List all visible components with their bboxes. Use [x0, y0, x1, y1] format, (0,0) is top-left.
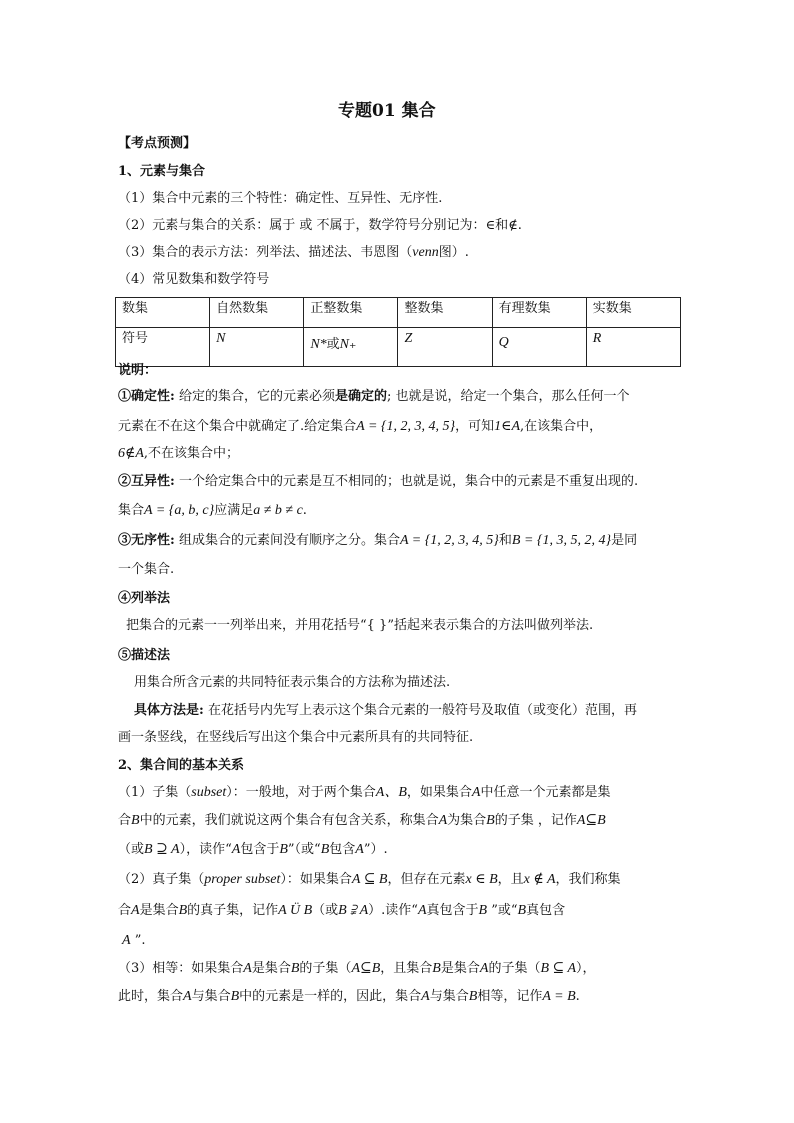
roster-method-body: 把集合的元素一一列举出来，并用花括号“{ }”括起来表示集合的方法叫做列举法. — [126, 618, 594, 633]
table-header-cell: 实数集 — [586, 298, 680, 328]
explain-label: 说明： — [118, 363, 158, 378]
heading-elements-and-sets: 1、元素与集合 — [118, 164, 206, 179]
para-proper-subset-line3: A ”. — [122, 933, 146, 948]
item-definiteness-line2: 元素在不在这个集合中就确定了.给定集合A = {1, 2, 3, 4, 5}，可知1∈A,在该集合中， — [118, 419, 603, 434]
description-method-body: 用集合所含元素的共同特征表示集合的方法称为描述法. — [134, 675, 451, 690]
item-roster-method: ④列举法 — [118, 591, 171, 606]
section-tag: 【考点预测】 — [118, 136, 197, 151]
para-equality: （3）相等：如果集合A是集合B的子集（A⊆B，且集合B是集合A的子集（B ⊆ A）， — [118, 961, 596, 976]
para-membership: （2）元素与集合的关系：属于 或 不属于，数学符号分别记为：∈和∉. — [118, 218, 522, 233]
para-equality-line2: 此时，集合A与集合B中的元素是一样的，因此，集合A与集合B相等，记作A = B. — [118, 989, 580, 1004]
number-sets-table — [115, 297, 681, 367]
symbol-integers: Z — [398, 328, 492, 367]
para-proper-subset: （2）真子集（proper subset）：如果集合A ⊆ B，但存在元素x ∈ B，且x ∉ A，我们称集 — [118, 872, 621, 887]
table-header-row — [116, 298, 681, 328]
description-method-how-line2: 画一条竖线，在竖线后写出这个集合中元素所具有的共同特征. — [118, 730, 474, 745]
symbol-positive-integers: N*或N₊ — [304, 328, 398, 367]
para-subset: （1）子集（subset）：一般地，对于两个集合A、B，如果集合A中任意一个元素都是集 — [118, 785, 611, 800]
item-distinctness-line2: 集合A = {a, b, c}应满足a ≠ b ≠ c. — [118, 503, 307, 518]
item-description-method: ⑤描述法 — [118, 648, 171, 663]
table-row-label: 符号 — [116, 328, 210, 367]
para-subset-line2: 合B中的元素，我们就说这两个集合有包含关系，称集合A为集合B的子集 ，记作A⊆B — [118, 813, 606, 828]
symbol-reals: R — [586, 328, 680, 367]
para-subset-line3: （或B ⊇ A），读作“A包含于B”（或“B包含A”）. — [118, 842, 388, 857]
para-proper-subset-line2: 合A是集合B的真子集，记作A Ü B（或B ⫌ A）.读作“A真包含于B ”或“B真包含 — [118, 903, 566, 918]
table-row — [116, 328, 681, 367]
item-unordered-line2: 一个集合. — [118, 562, 175, 577]
item-definiteness-line3: 6∉A,不在该集合中； — [118, 446, 240, 461]
symbol-rationals: Q — [492, 328, 586, 367]
table-header-cell: 整数集 — [398, 298, 492, 328]
para-representation: （3）集合的表示方法：列举法、描述法、韦恩图（venn图）. — [118, 245, 469, 260]
description-method-how: 具体方法是: 在花括号内先写上表示这个集合元素的一般符号及取值（或变化）范围，再 — [134, 703, 637, 718]
table-header-cell: 数集 — [116, 298, 210, 328]
para-common-sets: （4）常见数集和数学符号 — [118, 272, 270, 287]
table-header-cell: 正整数集 — [304, 298, 398, 328]
table-header-cell: 自然数集 — [210, 298, 304, 328]
page-title: 专题01 集合 — [338, 101, 436, 121]
item-distinctness: ②互异性: 一个给定集合中的元素是互不相同的；也就是说，集合中的元素是不重复出现的. — [118, 474, 639, 489]
symbol-natural: N — [210, 328, 304, 367]
table-header-cell: 有理数集 — [492, 298, 586, 328]
item-unordered: ③无序性: 组成集合的元素间没有顺序之分。集合A = {1, 2, 3, 4, 5}和B = {1, 3, 5, 2, 4}是同 — [118, 533, 638, 548]
item-definiteness: ①确定性: 给定的集合，它的元素必须是确定的; 也就是说，给定一个集合，那么任何一个 — [118, 389, 630, 404]
heading-set-relations: 2、集合间的基本关系 — [118, 758, 245, 773]
para-three-properties: （1）集合中元素的三个特性：确定性、互异性、无序性. — [118, 191, 443, 206]
